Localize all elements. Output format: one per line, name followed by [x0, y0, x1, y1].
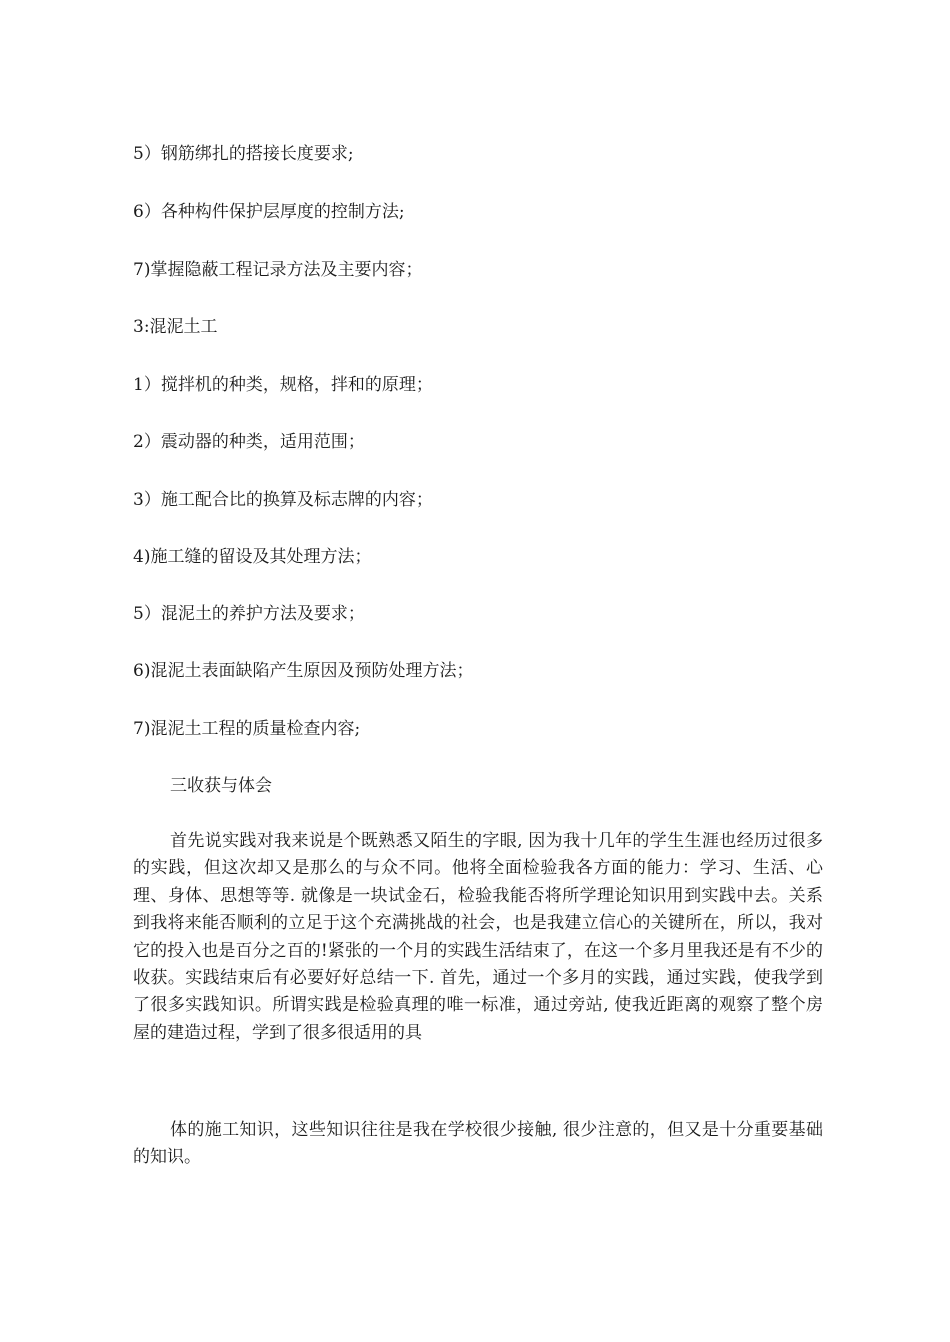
- list-item: 6）各种构件保护层厚度的控制方法;: [133, 202, 405, 222]
- list-item: 4)施工缝的留设及其处理方法；: [133, 547, 372, 567]
- subsection-title: 3:混泥土工: [133, 317, 218, 337]
- body-paragraph: 体的施工知识，这些知识往往是我在学校很少接触, 很少注意的，但又是十分重要基础的知识。: [133, 1120, 823, 1168]
- list-item: 2）震动器的种类，适用范围；: [133, 432, 365, 452]
- body-paragraph: 首先说实践对我来说是个既熟悉又陌生的字眼, 因为我十几年的学生生涯也经历过很多的实践，但这次却又是那么的与众不同。他将全面检验我各方面的能力：学习、生活、心理、身体、思想等等. 就像是一块试金石，检验我能否将所学理论知识用到实践中去。关系到我将来能否顺利的立足于这个充满挑战的社会，也是我建立信心的关键所在，所以，我对它的投入也是百分之百的!紧张的一个月的实践生活结束了，在这一个多月里我还是有不少的收获。实践结束后有必要好好总结一下. 首先，通过一个多月的实践，通过实践，使我学到了很多实践知识。所谓实践是检验真理的唯一标准，通过旁站, 使我近距离的观察了整个房屋的建造过程，学到了很多很适用的具: [133, 831, 823, 1043]
- list-item: 5）钢筋绑扎的搭接长度要求;: [133, 144, 354, 164]
- list-item: 3）施工配合比的换算及标志牌的内容；: [133, 490, 433, 510]
- list-item: 7)混泥土工程的质量检查内容;: [133, 719, 361, 739]
- list-item: 6)混泥土表面缺陷产生原因及预防处理方法；: [133, 661, 474, 681]
- list-item: 1）搅拌机的种类，规格，拌和的原理；: [133, 375, 433, 395]
- section-heading: 三收获与体会: [170, 776, 272, 796]
- list-item: 7)掌握隐蔽工程记录方法及主要内容；: [133, 260, 423, 280]
- list-item: 5）混泥土的养护方法及要求；: [133, 604, 365, 624]
